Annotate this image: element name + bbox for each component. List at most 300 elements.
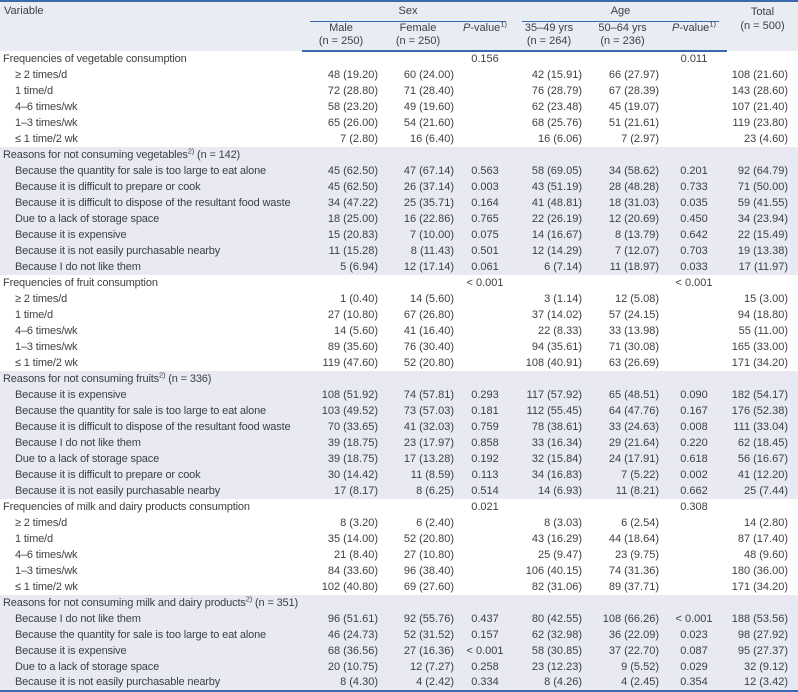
- cell-age1: 117 (57.92): [526, 388, 582, 401]
- cell-total: 34 (23.94): [737, 212, 788, 225]
- cell-total: 71 (50.00): [737, 180, 788, 193]
- section-header-row: [0, 499, 798, 515]
- data-row: [0, 435, 798, 451]
- cell-age2: 66 (27.97): [608, 68, 659, 81]
- cell-female: 54 (21.60): [403, 116, 454, 129]
- cell-male: 34 (47.22): [327, 196, 378, 209]
- cell-p-sex: 0.157: [471, 628, 499, 641]
- cell-age1: 22 (8.33): [537, 324, 582, 337]
- empty-cell: [302, 595, 380, 611]
- cell-male: 46 (24.73): [327, 628, 378, 641]
- cell-age1: 12 (14.29): [531, 244, 582, 257]
- cell-male: 1 (0.40): [340, 292, 378, 305]
- cell-p-sex: 0.858: [471, 436, 499, 449]
- cell-p-sex: 0.113: [471, 468, 499, 481]
- cell-total: 176 (52.38): [731, 404, 788, 417]
- cell-age2: 23 (9.75): [614, 548, 659, 561]
- section-title-text: Frequencies of vegetable consumption: [3, 52, 187, 65]
- section-title-text: Reasons for not consuming milk and dairy products: [3, 596, 246, 609]
- section-title-n: (n = 351): [252, 596, 298, 609]
- cell-female: 69 (27.60): [403, 580, 454, 593]
- data-row: [0, 579, 798, 595]
- male-column-header: Male: [329, 22, 353, 34]
- cell-female: 52 (31.52): [403, 628, 454, 641]
- data-row: [0, 387, 798, 403]
- data-row: [0, 243, 798, 259]
- row-label: Because it is difficult to prepare or cook: [15, 468, 201, 481]
- cell-total: 180 (36.00): [731, 564, 788, 577]
- cell-male: 35 (14.00): [327, 532, 378, 545]
- row-label: 4–6 times/wk: [15, 324, 78, 337]
- cell-age1: 43 (51.19): [531, 180, 582, 193]
- cell-p-sex: 0.192: [471, 452, 499, 465]
- section-footnote-marker: 2): [159, 369, 166, 379]
- cell-p-age: 0.008: [680, 420, 708, 433]
- cell-age1: 14 (16.67): [531, 228, 582, 241]
- data-row: [0, 659, 798, 675]
- data-row: [0, 531, 798, 547]
- cell-age2: 11 (8.21): [615, 484, 659, 497]
- cell-p-sex: [456, 355, 514, 371]
- cell-p-age: 0.354: [680, 676, 708, 688]
- cell-p-sex: [456, 307, 514, 323]
- data-row: [0, 515, 798, 531]
- section-p-value-cell: [456, 595, 514, 611]
- cell-female: 4 (2.42): [416, 676, 454, 688]
- cell-age1: 108 (40.91): [525, 356, 582, 369]
- data-row: [0, 547, 798, 563]
- row-label: Due to a lack of storage space: [15, 452, 160, 465]
- total-label: Total: [750, 6, 775, 18]
- cell-age2: 28 (48.28): [608, 180, 659, 193]
- cell-male: 108 (51.92): [321, 388, 378, 401]
- cell-p-sex: 0.514: [471, 484, 499, 497]
- cell-age1: 33 (16.34): [531, 436, 582, 449]
- cell-age1: 58 (69.05): [531, 164, 582, 177]
- cell-age2: 8 (13.79): [614, 228, 659, 241]
- cell-p-sex: 0.075: [471, 228, 499, 241]
- empty-header-cell: [456, 35, 514, 51]
- pvalue-footnote-marker: 1): [709, 19, 716, 29]
- cell-age1: 112 (55.45): [526, 404, 582, 417]
- empty-cell: [302, 499, 380, 515]
- cell-total: 119 (23.80): [732, 116, 788, 129]
- cell-age2: 36 (22.09): [608, 628, 659, 641]
- section-p-value-cell: < 0.001: [466, 276, 504, 289]
- cell-p-age: [661, 547, 727, 563]
- data-row: [0, 403, 798, 419]
- cell-female: 14 (5.60): [409, 292, 454, 305]
- cell-age1: 34 (16.83): [531, 468, 582, 481]
- cell-female: 47 (67.14): [403, 164, 454, 177]
- cell-total: 95 (27.37): [737, 644, 788, 657]
- cell-age2: 63 (26.69): [608, 356, 659, 369]
- cell-female: 52 (20.80): [403, 356, 454, 369]
- cell-male: 17 (8.17): [333, 484, 378, 497]
- empty-cell: [380, 275, 456, 291]
- cell-age2: 7 (2.97): [621, 132, 659, 145]
- empty-cell: [584, 147, 661, 163]
- cell-total: 182 (54.17): [731, 388, 788, 401]
- cell-p-age: 0.662: [680, 484, 708, 497]
- cell-age2: 108 (66.26): [602, 612, 659, 625]
- cell-p-age: [661, 291, 727, 307]
- cell-female: 25 (35.71): [403, 196, 454, 209]
- cell-total: 87 (17.40): [737, 532, 788, 545]
- age-group-header: [514, 1, 727, 22]
- cell-age1: 68 (25.76): [531, 116, 582, 129]
- data-row: [0, 563, 798, 579]
- cell-p-age: [661, 307, 727, 323]
- empty-cell: [727, 51, 798, 67]
- cell-total: 171 (34.20): [731, 356, 788, 369]
- cell-p-age: 0.618: [680, 452, 708, 465]
- data-row: [0, 627, 798, 643]
- cell-p-age: [661, 515, 727, 531]
- cell-male: 8 (3.20): [340, 516, 378, 529]
- cell-total: 107 (21.40): [731, 100, 788, 113]
- section-title: [0, 147, 302, 163]
- cell-age2: 12 (5.08): [614, 292, 659, 305]
- section-header-row: [0, 595, 798, 611]
- cell-age1: 43 (16.29): [531, 532, 582, 545]
- empty-cell: [380, 499, 456, 515]
- cell-age1: 37 (14.02): [531, 308, 582, 321]
- cell-age2: 64 (47.76): [608, 404, 659, 417]
- section-p-value-cell: < 0.001: [675, 276, 713, 289]
- section-p-value-cell: 0.011: [680, 53, 708, 65]
- cell-female: 12 (7.27): [409, 660, 454, 673]
- cell-female: 74 (57.81): [403, 388, 454, 401]
- row-label: ≤ 1 time/2 wk: [15, 132, 78, 145]
- cell-total: 41 (12.20): [737, 468, 788, 481]
- data-row: [0, 355, 798, 371]
- cell-male: 45 (62.50): [327, 180, 378, 193]
- table-body: [0, 51, 798, 691]
- cell-age1: 14 (6.93): [537, 484, 582, 497]
- cell-male: 48 (19.20): [327, 68, 378, 81]
- empty-cell: [302, 147, 380, 163]
- cell-total: 32 (9.12): [743, 660, 788, 673]
- total-n-label: (n = 500): [740, 20, 785, 32]
- sex-group-label: Sex: [310, 5, 506, 22]
- cell-female: 41 (32.03): [403, 420, 454, 433]
- cell-age1: 6 (7.14): [544, 260, 582, 273]
- cell-age1: 16 (6.06): [537, 132, 582, 145]
- pvalue-italic-p: P: [463, 22, 471, 34]
- data-row: [0, 99, 798, 115]
- cell-female: 60 (24.00): [403, 68, 454, 81]
- cell-total: 59 (41.55): [737, 196, 788, 209]
- cell-female: 11 (8.59): [410, 468, 454, 481]
- cell-p-age: 0.733: [680, 180, 708, 193]
- empty-header-cell: [661, 35, 727, 51]
- empty-cell: [514, 595, 584, 611]
- cell-p-age: 0.023: [680, 628, 708, 641]
- section-header-row: [0, 371, 798, 387]
- cell-male: 45 (62.50): [327, 164, 378, 177]
- cell-p-age: [661, 531, 727, 547]
- row-label: Because it is not easily purchasable nearby: [15, 676, 221, 688]
- data-row: [0, 67, 798, 83]
- cell-age2: 44 (18.64): [608, 532, 659, 545]
- row-label: ≥ 2 times/d: [15, 292, 68, 305]
- cell-female: 27 (10.80): [403, 548, 454, 561]
- cell-p-sex: [456, 547, 514, 563]
- cell-age2: 74 (31.36): [608, 564, 659, 577]
- cell-male: 84 (33.60): [327, 564, 378, 577]
- cell-p-sex: 0.334: [471, 676, 499, 688]
- row-label: 1–3 times/wk: [15, 116, 78, 129]
- cell-female: 6 (2.40): [416, 516, 454, 529]
- pvalue-rest: -value: [679, 22, 710, 34]
- cell-age2: 4 (2.45): [621, 676, 659, 688]
- cell-male: 21 (8.40): [333, 548, 378, 561]
- row-label: 4–6 times/wk: [15, 100, 78, 113]
- empty-cell: [584, 371, 661, 387]
- section-title-text: Frequencies of fruit consumption: [3, 276, 158, 289]
- cell-female: 8 (6.25): [416, 484, 454, 497]
- row-label: Because the quantity for sale is too large to eat alone: [15, 628, 267, 641]
- cell-age1: 82 (31.06): [531, 580, 582, 593]
- section-title: [0, 595, 302, 611]
- cell-female: 92 (55.76): [403, 612, 454, 625]
- cell-female: 67 (26.80): [403, 308, 454, 321]
- section-p-value-cell: [456, 371, 514, 387]
- data-row: [0, 179, 798, 195]
- row-label: 1–3 times/wk: [15, 564, 78, 577]
- section-title-text: Reasons for not consuming vegetables: [3, 148, 188, 161]
- cell-age2: 37 (22.70): [608, 644, 659, 657]
- cell-male: 15 (20.83): [327, 228, 378, 241]
- section-footnote-marker: 2): [245, 593, 253, 603]
- empty-cell: [380, 371, 456, 387]
- cell-p-sex: [456, 131, 514, 147]
- cell-p-age: [661, 83, 727, 99]
- cell-p-sex: 0.765: [471, 212, 499, 225]
- cell-male: 18 (25.00): [327, 212, 378, 225]
- cell-p-sex: 0.164: [471, 196, 499, 209]
- cell-male: 20 (10.75): [327, 660, 378, 673]
- cell-male: 27 (10.80): [327, 308, 378, 321]
- section-header-row: [0, 51, 798, 67]
- empty-cell: [514, 499, 584, 515]
- cell-p-sex: 0.061: [471, 260, 499, 273]
- age2-column-header: 50–64 yrs: [598, 22, 647, 34]
- cell-female: 76 (30.40): [403, 340, 454, 353]
- cell-total: 56 (16.67): [737, 452, 788, 465]
- cell-total: 92 (64.79): [737, 164, 788, 177]
- cell-total: 62 (18.45): [737, 436, 788, 449]
- cell-p-sex: [456, 291, 514, 307]
- cell-age1: 80 (42.55): [531, 612, 582, 625]
- cell-age2: 57 (24.15): [608, 308, 659, 321]
- cell-male: 39 (18.75): [327, 436, 378, 449]
- cell-female: 12 (17.14): [403, 260, 454, 273]
- sex-group-header: [302, 1, 514, 22]
- cell-p-age: 0.035: [680, 196, 708, 209]
- cell-age2: 67 (28.39): [608, 84, 659, 97]
- cell-p-sex: [456, 339, 514, 355]
- data-row: [0, 211, 798, 227]
- cell-total: 22 (15.49): [737, 228, 788, 241]
- cell-age2: 71 (30.08): [608, 340, 659, 353]
- row-label: 1–3 times/wk: [15, 340, 78, 353]
- row-label: ≤ 1 time/2 wk: [15, 356, 78, 369]
- empty-cell: [584, 499, 661, 515]
- cell-p-sex: [456, 563, 514, 579]
- cell-p-sex: [456, 323, 514, 339]
- section-title: [0, 371, 302, 387]
- age2-n-header: (n = 236): [584, 35, 661, 51]
- section-title: [0, 51, 302, 67]
- cell-male: 102 (40.80): [321, 580, 378, 593]
- empty-cell: [727, 499, 798, 515]
- section-title-text: Frequencies of milk and dairy products consumption: [3, 500, 250, 513]
- empty-cell: [514, 275, 584, 291]
- row-label: ≥ 2 times/d: [15, 516, 68, 529]
- data-row: [0, 307, 798, 323]
- cell-p-sex: [456, 579, 514, 595]
- cell-male: 68 (36.56): [327, 644, 378, 657]
- row-label: Because it is not easily purchasable nearby: [15, 244, 221, 257]
- cell-male: 72 (28.80): [327, 84, 378, 97]
- cell-p-age: 0.167: [680, 404, 708, 417]
- row-label: ≤ 1 time/2 wk: [15, 580, 78, 593]
- cell-female: 26 (37.14): [403, 180, 454, 193]
- section-header-row: [0, 275, 798, 291]
- cell-p-age: 0.201: [680, 164, 708, 177]
- row-label: Because it is expensive: [15, 388, 127, 401]
- cell-p-sex: 0.258: [471, 660, 499, 673]
- data-row: [0, 227, 798, 243]
- row-label: Because it is expensive: [15, 644, 127, 657]
- cell-p-age: 0.087: [680, 644, 708, 657]
- cell-total: 15 (3.00): [743, 292, 788, 305]
- cell-age1: 22 (26.19): [531, 212, 582, 225]
- cell-female: 52 (20.80): [403, 532, 454, 545]
- row-label: 1 time/d: [15, 308, 53, 321]
- cell-total: 14 (2.80): [743, 516, 788, 529]
- empty-cell: [380, 51, 456, 67]
- cell-female: 23 (17.97): [403, 436, 454, 449]
- cell-female: 49 (19.60): [403, 100, 454, 113]
- section-title: [0, 499, 302, 515]
- section-p-value-cell: 0.308: [680, 500, 708, 513]
- cell-age2: 18 (31.03): [608, 196, 659, 209]
- cell-age2: 33 (13.98): [608, 324, 659, 337]
- pvalue-italic-p: P: [672, 22, 680, 34]
- cell-female: 27 (16.36): [403, 644, 454, 657]
- row-label: Because I do not like them: [15, 260, 141, 273]
- cell-age1: 8 (3.03): [544, 516, 582, 529]
- cell-total: 17 (11.97): [738, 260, 788, 273]
- row-label: Because it is difficult to dispose of the resultant food waste: [15, 196, 291, 209]
- data-row: [0, 611, 798, 627]
- row-label: Because I do not like them: [15, 436, 141, 449]
- empty-cell: [584, 51, 661, 67]
- cell-age2: 6 (2.54): [621, 516, 659, 529]
- cell-p-sex: 0.003: [471, 180, 499, 193]
- cell-age2: 12 (20.69): [608, 212, 659, 225]
- cell-age1: 32 (15.84): [531, 452, 582, 465]
- cell-p-age: [661, 115, 727, 131]
- cell-age1: 76 (28.79): [531, 84, 582, 97]
- row-label: Because it is not easily purchasable nearby: [15, 484, 221, 497]
- row-label: 1 time/d: [15, 84, 53, 97]
- cell-age1: 58 (30.85): [531, 644, 582, 657]
- cell-male: 14 (5.60): [333, 324, 378, 337]
- section-p-value-cell: [661, 371, 727, 387]
- pvalue-age-column-header: [661, 19, 727, 35]
- header-group-row: [0, 1, 798, 22]
- empty-cell: [727, 595, 798, 611]
- table-header: [0, 1, 798, 51]
- data-row: [0, 195, 798, 211]
- cell-total: 25 (7.44): [743, 484, 788, 497]
- cell-age2: 45 (19.07): [608, 100, 659, 113]
- row-label: ≥ 2 times/d: [15, 68, 68, 81]
- cell-p-sex: 0.181: [471, 404, 499, 417]
- cell-age1: 62 (32.98): [531, 628, 582, 641]
- cell-p-sex: [456, 515, 514, 531]
- data-row: [0, 83, 798, 99]
- cell-total: 12 (3.42): [743, 676, 788, 688]
- data-row: [0, 483, 798, 499]
- empty-cell: [584, 595, 661, 611]
- cell-total: 55 (11.00): [738, 324, 788, 337]
- data-row: [0, 291, 798, 307]
- empty-cell: [380, 147, 456, 163]
- cell-total: 19 (13.38): [737, 244, 788, 257]
- cell-female: 16 (22.86): [403, 212, 454, 225]
- cell-p-sex: [456, 67, 514, 83]
- empty-cell: [380, 595, 456, 611]
- section-title: [0, 275, 302, 291]
- row-label: Because the quantity for sale is too large to eat alone: [15, 404, 267, 417]
- cell-p-age: 0.002: [680, 468, 708, 481]
- cell-age1: 3 (1.14): [544, 292, 582, 305]
- cell-p-sex: 0.501: [471, 244, 499, 257]
- cell-age2: 51 (21.61): [608, 116, 659, 129]
- cell-p-age: [661, 563, 727, 579]
- variable-column-header: Variable: [4, 5, 44, 17]
- cell-age1: 94 (35.61): [531, 340, 582, 353]
- empty-cell: [302, 51, 380, 67]
- empty-cell: [727, 147, 798, 163]
- cell-age2: 11 (18.97): [609, 260, 659, 273]
- row-label: Because it is expensive: [15, 228, 127, 241]
- cell-total: 165 (33.00): [731, 340, 788, 353]
- cell-male: 30 (14.42): [327, 468, 378, 481]
- cell-p-sex: 0.759: [471, 420, 499, 433]
- data-row: [0, 467, 798, 483]
- row-label: Due to a lack of storage space: [15, 212, 160, 225]
- cell-age2: 9 (5.52): [621, 660, 659, 673]
- data-row: [0, 259, 798, 275]
- cell-male: 65 (26.00): [327, 116, 378, 129]
- cell-age2: 89 (37.71): [608, 580, 659, 593]
- cell-p-sex: 0.293: [471, 388, 499, 401]
- cell-male: 103 (49.52): [321, 404, 378, 417]
- cell-age1: 41 (48.81): [531, 196, 582, 209]
- cell-p-age: [661, 339, 727, 355]
- cell-p-age: [661, 579, 727, 595]
- section-title-n: (n = 336): [165, 372, 212, 385]
- cell-male: 7 (2.80): [340, 132, 378, 145]
- cell-p-age: 0.090: [680, 388, 708, 401]
- row-label: 1 time/d: [15, 532, 53, 545]
